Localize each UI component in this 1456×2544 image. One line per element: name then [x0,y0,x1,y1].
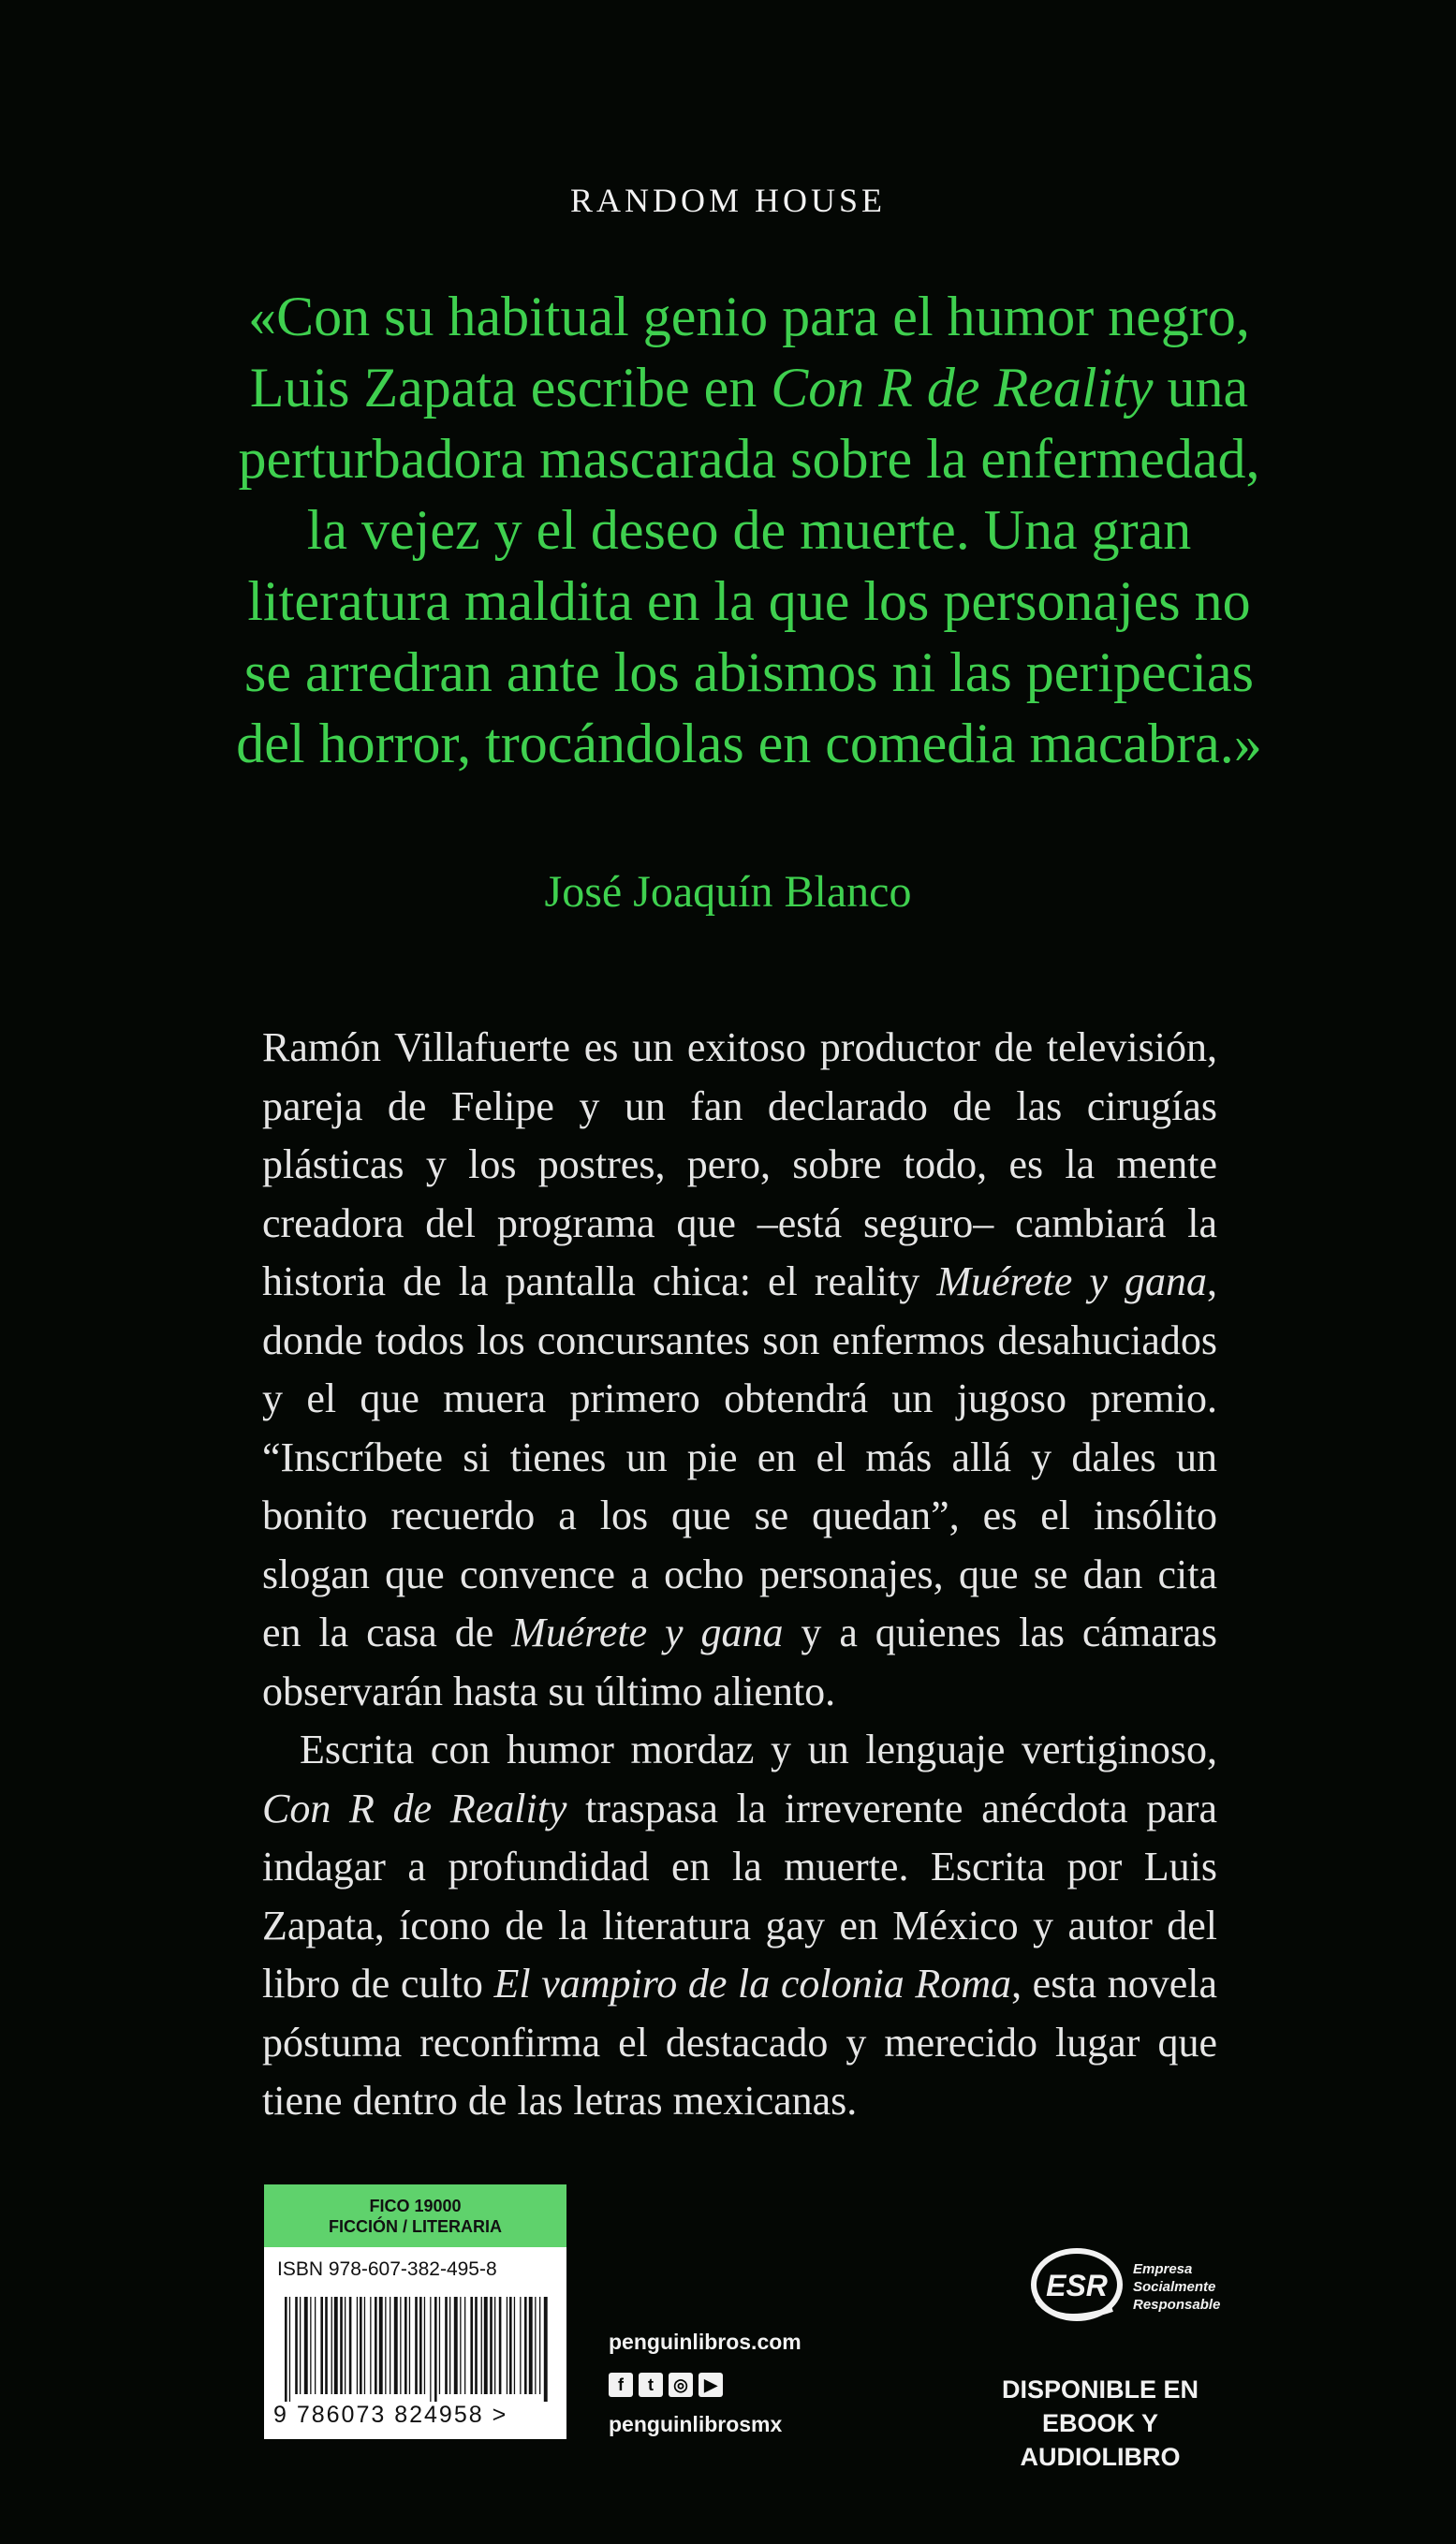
barcode-bar [470,2297,473,2394]
social-icons [609,2373,723,2397]
barcode-bar [484,2297,488,2394]
barcode-bar [415,2297,418,2394]
availability-line: DISPONIBLE EN [1001,2375,1199,2404]
barcode-bar [460,2297,461,2394]
barcode-bar [325,2297,328,2394]
synopsis-text: Ramón Villafuerte es un exitoso productor de televisión, pareja de Felipe y un fan declarado de las cirugías plásticas y los postres, pero, sobre todo, es la mente creadora del programa que –está seguro– cambiará la historia de la pantalla chica: el reality [262,1024,1217,1304]
barcode-bar [331,2297,332,2394]
category-header [264,2184,566,2247]
barcode-bar [320,2297,323,2394]
barcode-bar [445,2297,448,2394]
barcode-bar [400,2297,401,2394]
barcode-bar [364,2297,365,2394]
barcode-bar [370,2297,371,2394]
barcode-bar [535,2297,536,2394]
barcode-bar [375,2297,377,2394]
barcode-bar [494,2297,495,2394]
synopsis-text: , donde todos los concursantes son enfermos desahuciados y el que muera primero obtendrá un jugoso premio. “Inscríbete si tienes un pie en el más allá y dales un bonito recuerdo a los que se quedan”, es el insólito slogan que convence a ocho personajes, que se dan cita en la casa de [262,1258,1218,1655]
barcode-icon [281,2297,552,2402]
cult-book-title: El vampiro de la colonia Roma [493,1961,1012,2007]
barcode-bar [434,2297,437,2402]
barcode-bar [394,2297,398,2394]
esr-logo-text: ESR [1046,2269,1108,2302]
synopsis-paragraph-2 [262,1721,1217,2131]
barcode-bar [544,2297,548,2402]
barcode-bar [300,2297,301,2394]
barcode-label [264,2184,566,2439]
barcode-bar [514,2297,515,2394]
quote-author: José Joaquín Blanco [544,867,912,917]
barcode-bar [340,2297,343,2394]
barcode-bar [357,2297,358,2394]
barcode-bar [430,2297,431,2402]
show-title: Muérete y gana [936,1258,1208,1304]
esr-line: Socialmente [1133,2279,1216,2295]
isbn-number: ISBN 978-607-382-495-8 [277,2258,497,2280]
show-title: Muérete y gana [511,1610,784,1655]
youtube-icon[interactable]: ▶ [699,2373,723,2397]
publisher-name: RANDOM HOUSE [569,182,887,219]
barcode-bar [509,2297,512,2394]
category-code: FICO 19000 [369,2197,462,2215]
quote-book-title: Con R de Reality [771,357,1154,419]
quote-text-1: «Con su habitual genio para el humor negro, Luis Zapata escribe en [248,286,1250,419]
barcode-bar [499,2297,502,2394]
availability-line: EBOOK Y AUDIOLIBRO [1020,2409,1181,2471]
barcode-bar [409,2297,410,2394]
synopsis-text: , esta novela póstuma reconfirma el destacado y merecido lugar que tiene dentro de las letras mexicanas. [262,1961,1217,2124]
esr-logo-icon [1028,2243,1133,2326]
barcode-digits: 9 786073 824958 > [273,2402,508,2428]
barcode-bar [439,2297,440,2394]
barcode-bar [345,2297,346,2394]
synopsis-text: y a quienes las cámaras observarán hasta su último aliento. [262,1610,1217,1714]
availability-note [974,2373,1227,2474]
barcode-bar [475,2297,478,2394]
esr-caption [1133,2260,1220,2314]
barcode-bar [360,2297,362,2394]
esr-line: Responsable [1133,2297,1221,2313]
barcode-bar [529,2297,533,2394]
barcode-bar [464,2297,465,2394]
barcode-bar [304,2297,308,2394]
website-link[interactable]: penguinlibros.com [609,2330,802,2354]
synopsis-text: Escrita con humor mordaz y un lenguaje vertiginoso, [300,1727,1217,1772]
barcode-bar [285,2297,287,2402]
barcode-bar [334,2297,338,2394]
twitter-icon[interactable]: t [639,2373,663,2397]
barcode-bar [449,2297,450,2394]
barcode-bar [524,2297,527,2394]
barcode-bar [379,2297,383,2394]
barcode-bar [295,2297,298,2394]
social-handle[interactable]: penguinlibrosmx [609,2412,783,2436]
barcode-bar [315,2297,316,2394]
barcode-bar [490,2297,493,2394]
barcode-bar [310,2297,311,2394]
barcode-bar [454,2297,458,2394]
barcode-bar [419,2297,422,2394]
esr-line: Empresa [1133,2261,1193,2277]
quote-text-2: una perturbadora mascarada sobre la enfermedad, la vejez y el deseo de muerte. Una gran literatura maldita en la que los personajes no se arredran ante los abismos ni las peripecias del horror, trocándolas en comedia macabra.» [236,357,1262,774]
barcode-bar [481,2297,482,2394]
blurb-quote [234,281,1264,779]
category-name: FICCIÓN / LITERARIA [329,2217,502,2236]
synopsis-text: traspasa la irreverente anécdota para indagar a profundidad en la muerte. Escrita por Luis Zapata, ícono de la literatura gay en México y autor del libro de culto [262,1785,1217,2007]
barcode-bar [289,2297,290,2402]
instagram-icon[interactable]: ◎ [669,2373,693,2397]
barcode-bar [520,2297,521,2394]
barcode-bar [385,2297,386,2394]
book-title: Con R de Reality [262,1785,567,1831]
facebook-icon[interactable]: f [609,2373,633,2397]
barcode-bar [539,2297,540,2394]
synopsis [262,1019,1217,2131]
barcode-bar [404,2297,407,2394]
synopsis-paragraph-1 [262,1019,1217,1721]
barcode-bar [349,2297,352,2394]
barcode-bar [424,2297,425,2394]
